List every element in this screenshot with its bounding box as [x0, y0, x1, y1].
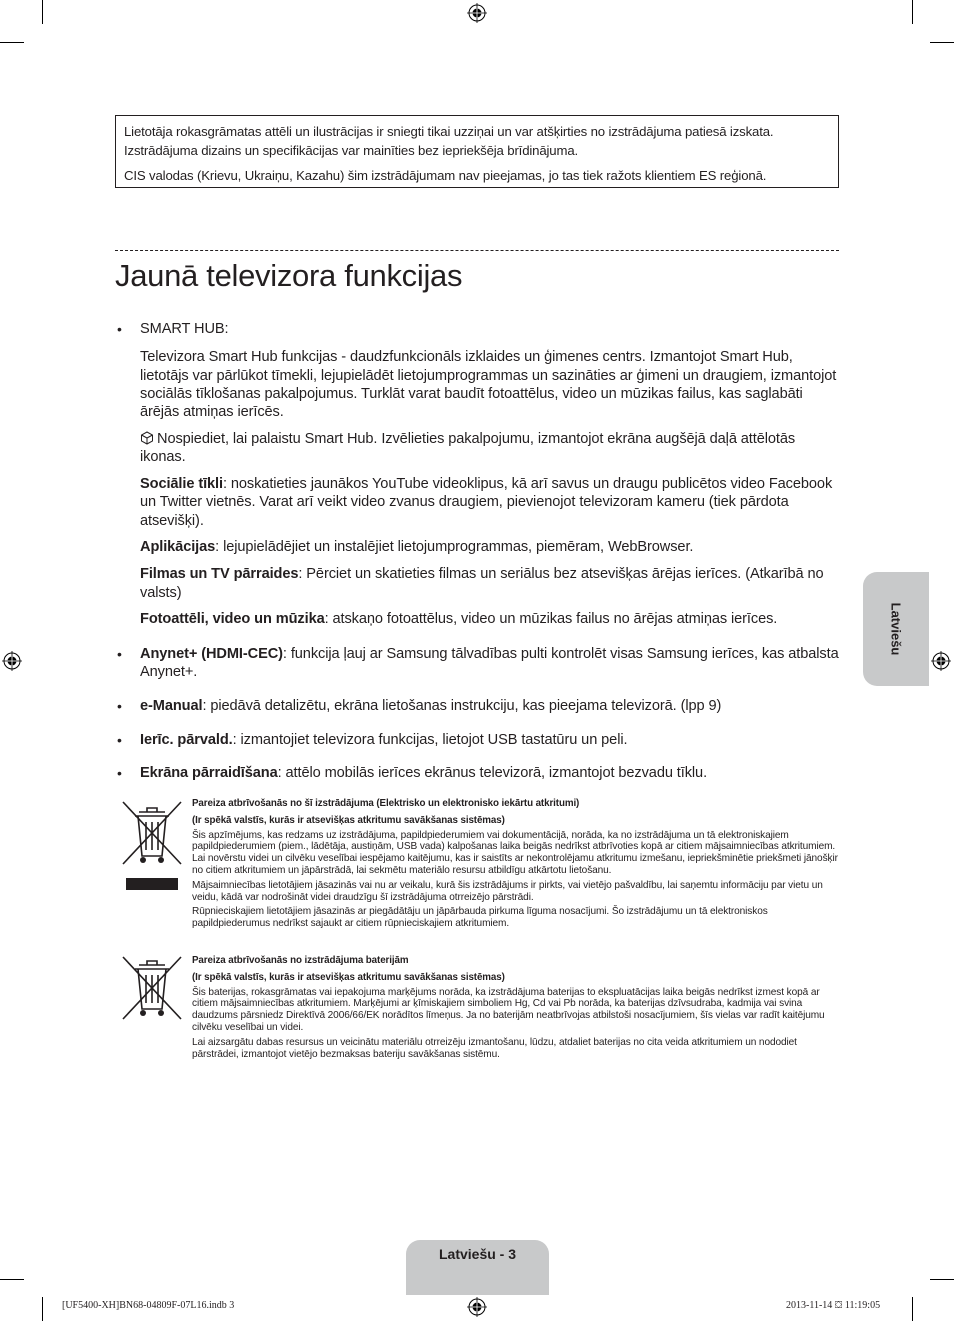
- weee-title: Pareiza atbrīvošanās no šī izstrādājuma (Elektrisko un elektronisko iekārtu atkritumi): [192, 798, 580, 809]
- crop-mark: [912, 1297, 913, 1321]
- list-item-anynet: [115, 645, 839, 682]
- registration-mark-icon: [931, 651, 951, 671]
- bullet-term: Ekrāna pārraidīšana: [140, 764, 278, 781]
- bullet-term: e-Manual: [140, 698, 203, 715]
- smart-hub-sub-item: [140, 538, 839, 556]
- bullet-desc: : izmantojiet televizora funkcijas, lietojot USB tastatūru un peli.: [232, 731, 628, 748]
- sub-item-desc: : noskatieties jaunākos YouTube videoklipus, kā arī savus un draugu publicētos video Facebook un Twitter vietnēs. Varat arī veikt video zvanus draugiem, pievienojot televizoram kameru (tiek pārdota atsevišķi).: [140, 476, 833, 529]
- crossed-out-wheeled-bin-icon: [119, 955, 185, 1025]
- crop-mark: [912, 0, 913, 24]
- disclaimer-line: Izstrādājuma dizains un specifikācijas var mainīties bez iepriekšēja brīdinājuma.: [124, 143, 579, 158]
- registration-mark-icon: [467, 3, 487, 23]
- sub-item-term: Sociālie tīkli: [140, 476, 223, 493]
- smart-hub-cube-icon: [140, 431, 154, 445]
- smart-hub-sub-item: [140, 565, 839, 602]
- list-item-smart-hub: [115, 320, 839, 338]
- bullet-term: Ierīc. pārvald.: [140, 731, 233, 748]
- feature-list: [115, 320, 839, 782]
- weee-paragraph: Šis baterijas, rokasgrāmatas vai iepakojuma marķējums norāda, ka izstrādājuma baterijas to ekspluatācijas laika beigās nedrīkst izmest kopā ar citiem mājsaimniecības atkritumiem. Marķējumi ar ķīmiskajiem simboliem Hg, Cd vai Pb norāda, ka baterijas dzīvsudraba, kadmija vai svina daudzums pārsniedz Direktīvā 2006/66/EK norādītos līmeņus. Ja no baterijām neatbrīvojas atbilstoši nosacījumiem, šīs vielas var radīt kaitējumu cilvēku veselībai un videi.: [192, 986, 825, 1033]
- language-side-tab-label: Latviešu: [888, 602, 904, 656]
- bullet-desc: : piedāvā detalizētu, ekrāna lietošanas instrukciju, kas pieejama televizorā. (lpp 9): [202, 698, 722, 715]
- smart-hub-sub-item: [140, 610, 839, 628]
- sub-item-term: Aplikācijas: [140, 539, 216, 556]
- sub-item-desc: : atskaņo fotoattēlus, video un mūzikas failus no ārējas atmiņas ierīces.: [324, 611, 778, 628]
- cis-notice: CIS valodas (Krievu, Ukraiņu, Kazahu) šim izstrādājumam nav pieejamas, jo tas tiek ražots klientiem ES reģionā.: [124, 168, 767, 183]
- smart-hub-details: [115, 348, 839, 628]
- sub-item-term: Filmas un TV pārraides: [140, 566, 299, 583]
- crop-mark: [0, 42, 24, 43]
- crop-mark: [42, 0, 43, 24]
- crossed-out-wheeled-bin-icon: [119, 798, 185, 894]
- print-slug-file: [UF5400-XH]BN68-04809F-07L16.indb 3: [62, 1300, 235, 1311]
- bullet-desc: : attēlo mobilās ierīces ekrānus televizorā, izmantojot bezvadu tīklu.: [277, 764, 708, 781]
- crop-mark: [930, 42, 954, 43]
- registration-mark-icon: [2, 651, 22, 671]
- registration-mark-icon: [467, 1297, 487, 1317]
- smart-hub-label: SMART HUB: [140, 321, 225, 337]
- section-divider: [115, 250, 839, 251]
- language-side-tab: [863, 572, 929, 686]
- smart-hub-press-note: [140, 430, 839, 467]
- weee-paragraph: Šis apzīmējums, kas redzams uz izstrādājuma, papildpiederumiem vai dokumentācijā, norāda, ka no izstrādājuma un tā elektroniskajiem papildpiederumiem (piem., lādētāja, austiņām, USB vada) kalpošanas laika beigās nedrīkst atbrīvoties kopā ar citiem mājsaimniecības atkritumiem. Lai novērstu videi un cilvēku veselībai iespējamo kaitējumu, kas ir saistīts ar nekontrolējamu atkritumu izmešanu, iepriekšminētie priekšmeti jānošķir no citiem atkritumiem un jāpārstrādā, lai sekmētu materiālo resursu atbildīgu atkārtotu lietošanu.: [192, 829, 838, 876]
- crop-mark: [42, 1297, 43, 1321]
- disclaimer-line: Lietotāja rokasgrāmatas attēli un ilustrācijas ir sniegti tikai uzziņai un var atšķirties no izstrādājuma patiesā izskata.: [124, 124, 774, 139]
- bullet-term: Anynet+ (HDMI-CEC): [140, 645, 283, 662]
- page-title: Jaunā televizora funkcijas: [115, 258, 463, 293]
- weee-paragraph: Rūpnieciskajiem lietotājiem jāsazinās ar piegādātāju un jāpārbauda pirkuma līguma nosacījumi. Šo izstrādājumu un tā elektroniskos papildpiederumus nedrīkst sajaukt ar citiem rūpnieciskajiem atkritumiem.: [192, 906, 768, 930]
- smart-hub-intro: Televizora Smart Hub funkcijas - daudzfunkcionāls izklaides un ģimenes centrs. Izmantojot Smart Hub, lietotājs var pārlūkot tīmekli, lejupielādēt lietojumprogrammas un sazināties ar ģimeni un draugiem, izmantojot sociālās tīklošanas pakalpojumus. Turklāt varat baudīt fotoattēlus, video un mūzikas failus, kas saglabāti ārējās atmiņas ierīcēs.: [140, 349, 837, 421]
- crop-mark: [0, 1279, 24, 1280]
- page-number-label: Latviešu - 3: [438, 1246, 517, 1262]
- sub-item-term: Fotoattēli, video un mūzika: [140, 611, 325, 628]
- list-item-screen-mirroring: [115, 764, 839, 782]
- print-slug-date: 2013-11-14 ⛋ 11:19:05: [786, 1300, 881, 1311]
- sub-item-desc: : lejupielādējiet un instalējiet lietojumprogrammas, piemēram, WebBrowser.: [215, 539, 694, 556]
- weee-subtitle: (Ir spēkā valstīs, kurās ir atsevišķas atkritumu savākšanas sistēmas): [192, 971, 505, 983]
- weee-subtitle: (Ir spēkā valstīs, kurās ir atsevišķas atkritumu savākšanas sistēmas): [192, 814, 505, 826]
- crop-mark: [930, 1279, 954, 1280]
- list-item-device-manager: [115, 731, 839, 749]
- page-number-tab: [406, 1240, 549, 1295]
- weee-paragraph: Mājsaimniecības lietotājiem jāsazinās vai nu ar veikalu, kurā šis izstrādājums ir pirkts, vai vietējo pašvaldību, lai saņemtu informāciju par vietu un veidu, kādā var nodrošināt videi draudzīgu šī izstrādājuma otrreizējo pārstrādi.: [192, 879, 823, 903]
- smart-hub-colon: :: [224, 321, 229, 337]
- smart-hub-sub-item: [140, 475, 839, 530]
- press-text: Nospiediet, lai palaistu Smart Hub. Izvēlieties pakalpojumu, izmantojot ekrāna augšējā daļā attēlotās ikonas.: [140, 430, 796, 466]
- weee-title: Pareiza atbrīvošanās no izstrādājuma baterijām: [192, 955, 409, 966]
- weee-paragraph: Lai aizsargātu dabas resursus un veicinātu materiālu otrreizēju izmantošanu, lūdzu, atdaliet baterijas no cita veida atkritumiem un nododiet pārstrādei, izmantojot vietējo bezmaksas bateriju savākšanas sistēmu.: [192, 1036, 797, 1060]
- disclaimer-box: [115, 115, 839, 188]
- bullet-desc: : funkcija ļauj ar Samsung tālvadības pulti kontrolēt visas Samsung ierīces, kas atbalsta Anynet+.: [140, 645, 839, 680]
- sub-item-desc: : Pērciet un skatieties filmas un seriālus bez atsevišķas ārējas ierīces. (Atkarībā no valsts): [140, 566, 824, 601]
- list-item-e-manual: [115, 697, 839, 715]
